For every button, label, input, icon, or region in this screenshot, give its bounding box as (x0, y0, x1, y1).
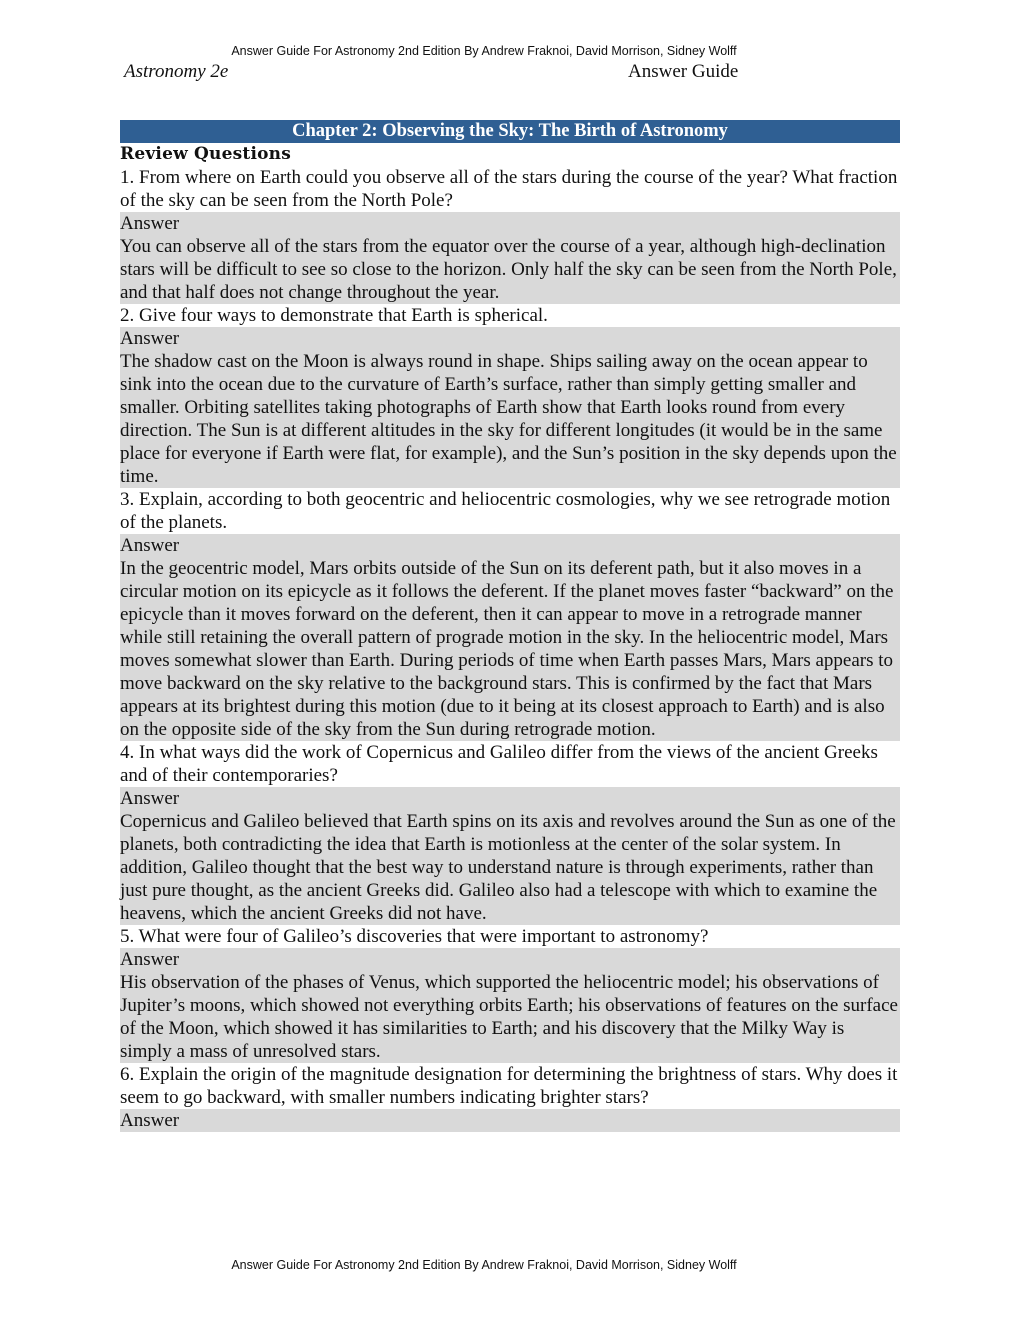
question-5: 5. What were four of Galileo’s discoveries that were important to astronomy? (120, 925, 900, 948)
page-content (120, 120, 900, 1132)
question-2: 2. Give four ways to demonstrate that Earth is spherical. (120, 304, 900, 327)
answer-block-2 (120, 327, 900, 488)
answer-label: Answer (120, 213, 180, 234)
question-6: 6. Explain the origin of the magnitude designation for determining the brightness of stars. Why does it seem to go backward, with smaller numbers indicating brighter stars? (120, 1063, 900, 1109)
chapter-title: Chapter 2: Observing the Sky: The Birth of Astronomy (120, 120, 900, 143)
answer-text-3: In the geocentric model, Mars orbits outside of the Sun on its deferent path, but it also moves in a circular motion on its epicycle as it follows the deferent. If the planet moves faster “backward” on the epicycle than it moves forward on the deferent, then it can appear to move in a retrograde manner while still retaining the overall pattern of prograde motion in the sky. In the heliocentric model, Mars moves somewhat slower than Earth. During periods of time when Earth passes Mars, Mars appears to move backward on the sky relative to the background stars. This is confirmed by the fact that Mars appears at its brightest during this motion (due to it being at its closest approach to Earth) and is also on the opposite side of the sky from the Sun during retrograde motion. (120, 558, 894, 740)
answer-label: Answer (120, 949, 180, 970)
answer-text-5: His observation of the phases of Venus, which supported the heliocentric model; his observations of Jupiter’s moons, which showed not everything orbits Earth; his observations of features on the surface of the Moon, which showed it has similarities to Earth; and his discovery that the Milky Way is simply a mass of unresolved stars. (120, 972, 898, 1062)
answer-label: Answer (120, 535, 180, 556)
question-3: 3. Explain, according to both geocentric and heliocentric cosmologies, why we see retrograde motion of the planets. (120, 488, 900, 534)
answer-label: Answer (120, 328, 180, 349)
section-title: Review Questions (120, 144, 291, 164)
answer-text-4: Copernicus and Galileo believed that Earth spins on its axis and revolves around the Sun as one of the planets, both contradicting the idea that Earth is motionless at the center of the solar system. In addition, Galileo thought that the best way to understand nature is through experiments, rather than just pure thought, as the ancient Greeks did. Galileo also had a telescope with which to examine the heavens, which the ancient Greeks did not have. (120, 811, 896, 924)
answer-text-2: The shadow cast on the Moon is always round in shape. Ships sailing away on the ocean appear to sink into the ocean due to the curvature of Earth’s surface, rather than simply getting smaller and smaller. Orbiting satellites taking photographs of Earth show that Earth looks round from every direction. The Sun is at different altitudes in the sky for different longitudes (it would be in the same place for everyone if Earth were flat, for example), and the Sun’s position in the sky depends upon the time. (120, 351, 897, 487)
header-note: Answer Guide For Astronomy 2nd Edition By Andrew Fraknoi, David Morrison, Sidney Wolff (231, 44, 737, 58)
answer-block-1 (120, 212, 900, 304)
question-4: 4. In what ways did the work of Copernicus and Galileo differ from the views of the ancient Greeks and of their contemporaries? (120, 741, 900, 787)
running-header-left: Astronomy 2e (124, 61, 229, 82)
answer-block-5 (120, 948, 900, 1063)
answer-label: Answer (120, 788, 180, 809)
answer-text-1: You can observe all of the stars from the equator over the course of a year, although high-declination stars will be difficult to see so close to the horizon. Only half the sky can be seen from the North Pole, and that half does not change throughout the year. (120, 236, 897, 303)
answer-block-3 (120, 534, 900, 741)
answer-label: Answer (120, 1110, 180, 1131)
answer-block-4 (120, 787, 900, 925)
running-header-right: Answer Guide (628, 61, 739, 82)
question-1: 1. From where on Earth could you observe all of the stars during the course of the year? What fraction of the sky can be seen from the North Pole? (120, 166, 900, 212)
answer-block-6 (120, 1109, 900, 1132)
footer-note: Answer Guide For Astronomy 2nd Edition By Andrew Fraknoi, David Morrison, Sidney Wolff (231, 1258, 737, 1272)
